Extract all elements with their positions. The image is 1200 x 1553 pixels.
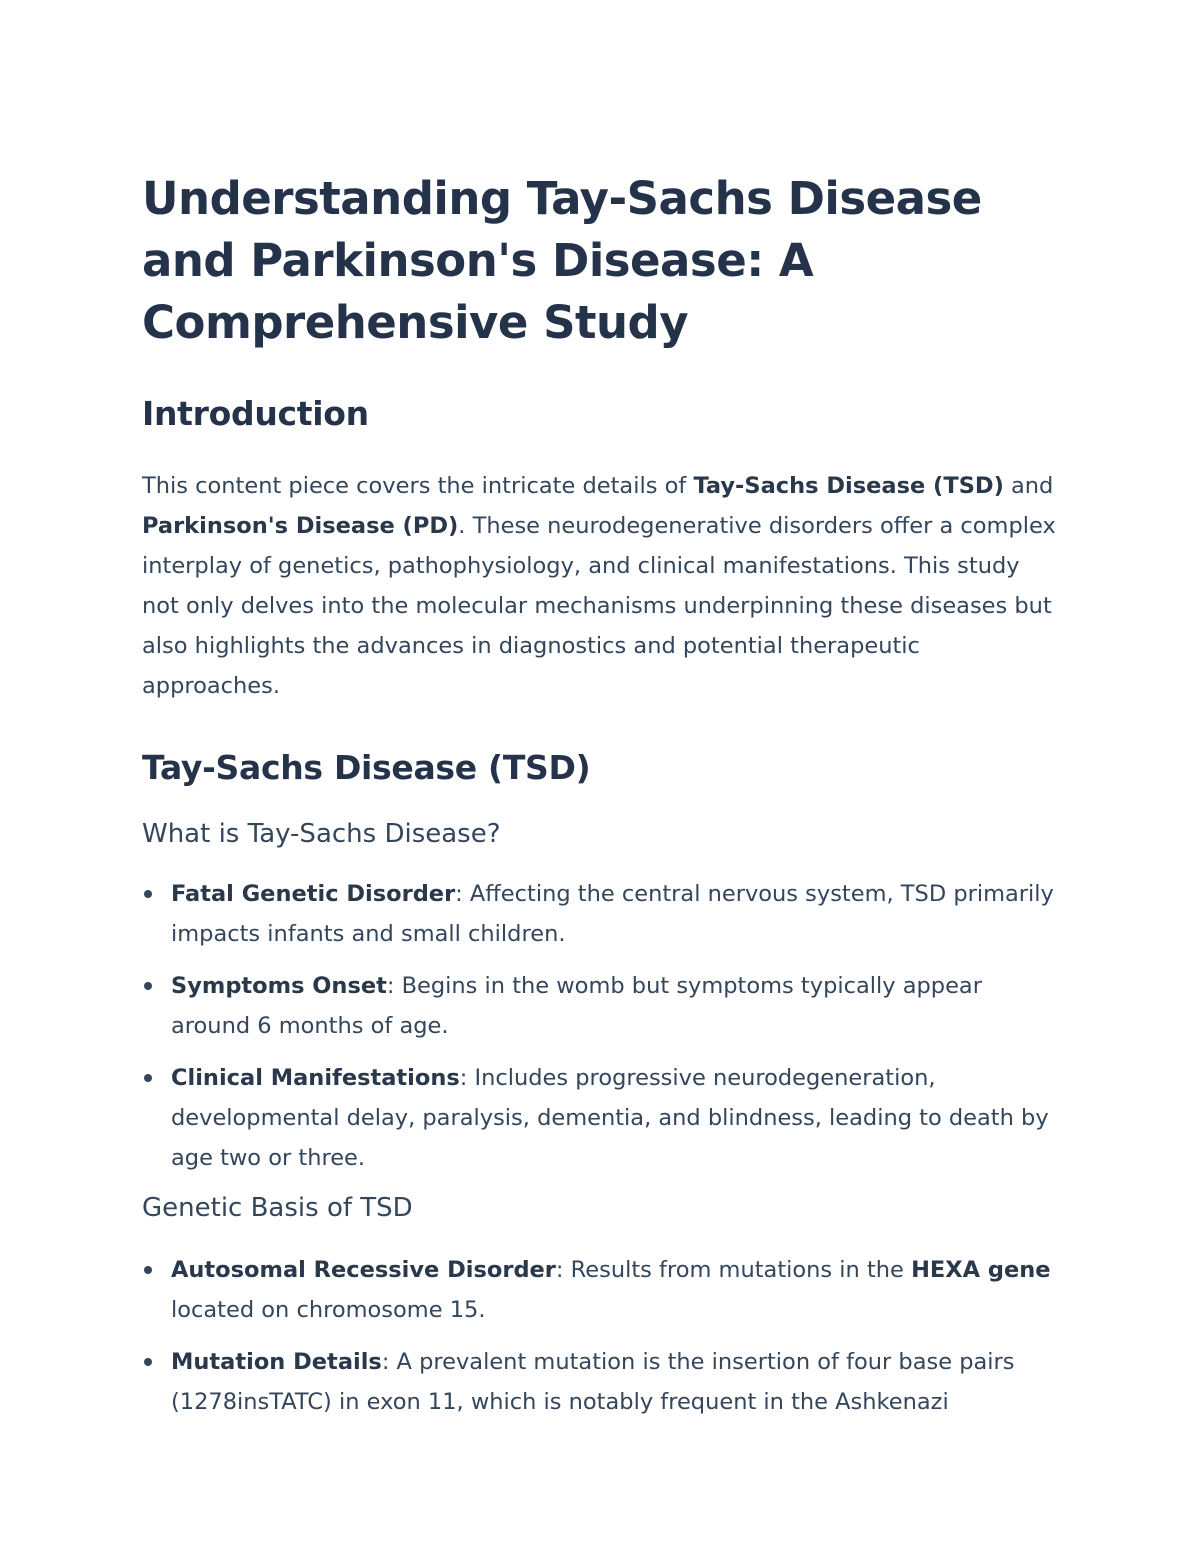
- list-item-label: Mutation Details: [171, 1349, 382, 1375]
- list-item-text-2: located on chromosome 15.: [171, 1297, 486, 1323]
- intro-bold-pd: Parkinson's Disease (PD): [142, 513, 459, 539]
- document-title: Understanding Tay-Sachs Disease and Parkinson's Disease: A Comprehensive Study: [142, 172, 982, 349]
- tsd-heading: Tay-Sachs Disease (TSD): [142, 748, 591, 787]
- genetic-basis-heading: Genetic Basis of TSD: [142, 1193, 413, 1223]
- list-item: [142, 1058, 1062, 1178]
- introduction-paragraph: [142, 466, 1062, 706]
- intro-bold-tsd: Tay-Sachs Disease (TSD): [693, 473, 1004, 499]
- list-item-label: Symptoms Onset: [171, 973, 387, 999]
- list-item-label: Fatal Genetic Disorder: [171, 881, 456, 907]
- intro-text-1: This content piece covers the intricate details of: [142, 473, 694, 499]
- bullet-icon: [144, 1266, 152, 1274]
- list-item: [142, 966, 1062, 1046]
- list-item-label: Autosomal Recessive Disorder: [171, 1257, 556, 1283]
- what-is-tsd-heading: What is Tay-Sachs Disease?: [142, 819, 501, 849]
- list-item-text: : Results from mutations in the: [555, 1257, 912, 1283]
- list-item-label: Clinical Manifestations: [171, 1065, 460, 1091]
- list-item: [142, 1250, 1062, 1330]
- list-item-text: : Includes progressive neurodegeneration, developmental delay, paralysis, dementia, and blindness, leading to death by age two or three.: [171, 1065, 1049, 1171]
- list-item-text: : A prevalent mutation is the insertion of four base pairs (1278insTATC) in exon 11, which is notably frequent in the Ashkenazi: [171, 1349, 1015, 1415]
- document-page: [142, 168, 1062, 1434]
- intro-text-3: . These neurodegenerative disorders offer a complex interplay of genetics, pathophysiology, and clinical manifestations. This study not only delves into the molecular mechanisms underpinning these diseases but also highlights the advances in diagnostics and potential therapeutic approaches.: [142, 513, 1056, 699]
- hexa-gene-bold: HEXA gene: [911, 1257, 1051, 1283]
- what-is-tsd-list: [142, 874, 1062, 1178]
- bullet-icon: [144, 890, 152, 898]
- genetic-basis-list: [142, 1250, 1062, 1422]
- bullet-icon: [144, 982, 152, 990]
- list-item: [142, 1342, 1062, 1422]
- list-item: [142, 874, 1062, 954]
- bullet-icon: [144, 1358, 152, 1366]
- bullet-icon: [144, 1074, 152, 1082]
- intro-text-2: and: [1003, 473, 1054, 499]
- list-item-text: : Affecting the central nervous system, TSD primarily impacts infants and small children.: [171, 881, 1054, 947]
- list-item-text: : Begins in the womb but symptoms typically appear around 6 months of age.: [171, 973, 982, 1039]
- introduction-heading: Introduction: [142, 394, 369, 433]
